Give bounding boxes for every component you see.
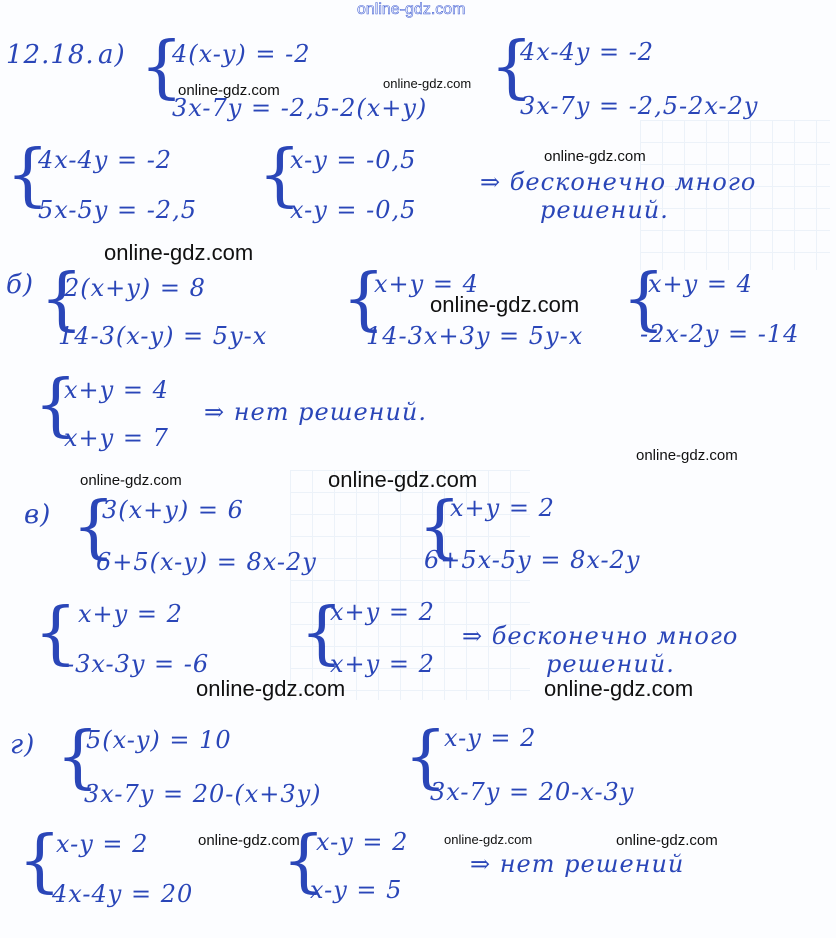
system-brace: { xyxy=(418,488,462,567)
equation: 4x-4y = 20 xyxy=(52,880,194,908)
part-b-label: б) xyxy=(6,270,35,300)
system-brace: { xyxy=(622,260,666,339)
equation: x-y = -0,5 xyxy=(290,196,417,224)
watermark: online-gdz.com xyxy=(383,76,472,91)
equation: x+y = 7 xyxy=(64,424,169,452)
conclusion: ⇒ бесконечно много xyxy=(462,622,739,650)
watermark: online-gdz.com xyxy=(178,82,280,99)
equation: x+y = 4 xyxy=(64,376,169,404)
equation: x+y = 2 xyxy=(330,598,435,626)
problem-number: 12.18. xyxy=(6,40,95,70)
equation: x+y = 2 xyxy=(78,600,183,628)
watermark: online-gdz.com xyxy=(544,676,694,701)
equation: -3x-3y = -6 xyxy=(66,650,210,678)
system-brace: { xyxy=(282,822,326,901)
equation: 4x-4y = -2 xyxy=(520,38,655,66)
equation: x-y = -0,5 xyxy=(290,146,417,174)
conclusion: ⇒ нет решений. xyxy=(204,398,427,426)
equation: -2x-2y = -14 xyxy=(640,320,800,348)
equation: x-y = 2 xyxy=(56,830,149,858)
system-brace: { xyxy=(56,718,100,797)
watermark: online-gdz.com xyxy=(104,240,254,265)
equation: 4x-4y = -2 xyxy=(38,146,173,174)
equation: x+y = 4 xyxy=(374,270,479,298)
equation: 3x-7y = 20-(x+3y) xyxy=(84,780,322,808)
system-brace: { xyxy=(34,366,78,445)
equation: 3x-7y = -2,5-2(x+y) xyxy=(172,94,428,122)
system-brace: { xyxy=(300,594,344,673)
system-brace: { xyxy=(72,488,116,567)
watermark: online-gdz.com xyxy=(616,832,718,849)
equation: x-y = 5 xyxy=(310,876,403,904)
system-brace: { xyxy=(258,136,302,215)
system-brace: { xyxy=(40,260,84,339)
watermark: online-gdz.com xyxy=(444,832,533,847)
equation: 3x-7y = -2,5-2x-2y xyxy=(520,92,759,120)
equation: x+y = 4 xyxy=(648,270,753,298)
watermark: online-gdz.com xyxy=(196,676,346,701)
watermark: online-gdz.com xyxy=(544,148,646,165)
equation: 5(x-y) = 10 xyxy=(86,726,232,754)
equation: 6+5x-5y = 8x-2y xyxy=(424,546,641,574)
equation: 14-3(x-y) = 5y-x xyxy=(58,322,268,350)
watermark: online-gdz.com xyxy=(328,467,478,492)
equation: x+y = 2 xyxy=(450,494,555,522)
system-brace: { xyxy=(6,136,50,215)
equation: 3(x+y) = 6 xyxy=(102,496,244,524)
equation: 14-3x+3y = 5y-x xyxy=(366,322,584,350)
watermark-top: online-gdz.com xyxy=(357,1,466,18)
equation: 4(x-y) = -2 xyxy=(172,40,311,68)
equation: x+y = 2 xyxy=(330,650,435,678)
watermark: online-gdz.com xyxy=(636,447,738,464)
system-brace: { xyxy=(18,822,62,901)
conclusion: ⇒ бесконечно много xyxy=(480,168,757,196)
system-brace: { xyxy=(342,260,386,339)
conclusion: ⇒ нет решений xyxy=(470,850,685,878)
equation: 2(x+y) = 8 xyxy=(64,274,206,302)
watermark: online-gdz.com xyxy=(80,472,182,489)
system-brace: { xyxy=(404,718,448,797)
conclusion: решений. xyxy=(540,196,669,224)
equation: x-y = 2 xyxy=(444,724,537,752)
system-brace: { xyxy=(34,594,78,673)
equation: x-y = 2 xyxy=(316,828,409,856)
equation: 6+5(x-y) = 8x-2y xyxy=(96,548,317,576)
system-brace: { xyxy=(140,28,184,107)
watermark: online-gdz.com xyxy=(430,292,580,317)
equation: 3x-7y = 20-x-3y xyxy=(430,778,635,806)
part-g-label: г) xyxy=(10,730,36,760)
part-a-label: а) xyxy=(98,40,126,70)
system-brace: { xyxy=(490,28,534,107)
part-v-label: в) xyxy=(24,500,52,530)
watermark: online-gdz.com xyxy=(198,832,300,849)
equation: 5x-5y = -2,5 xyxy=(38,196,197,224)
conclusion: решений. xyxy=(546,650,675,678)
